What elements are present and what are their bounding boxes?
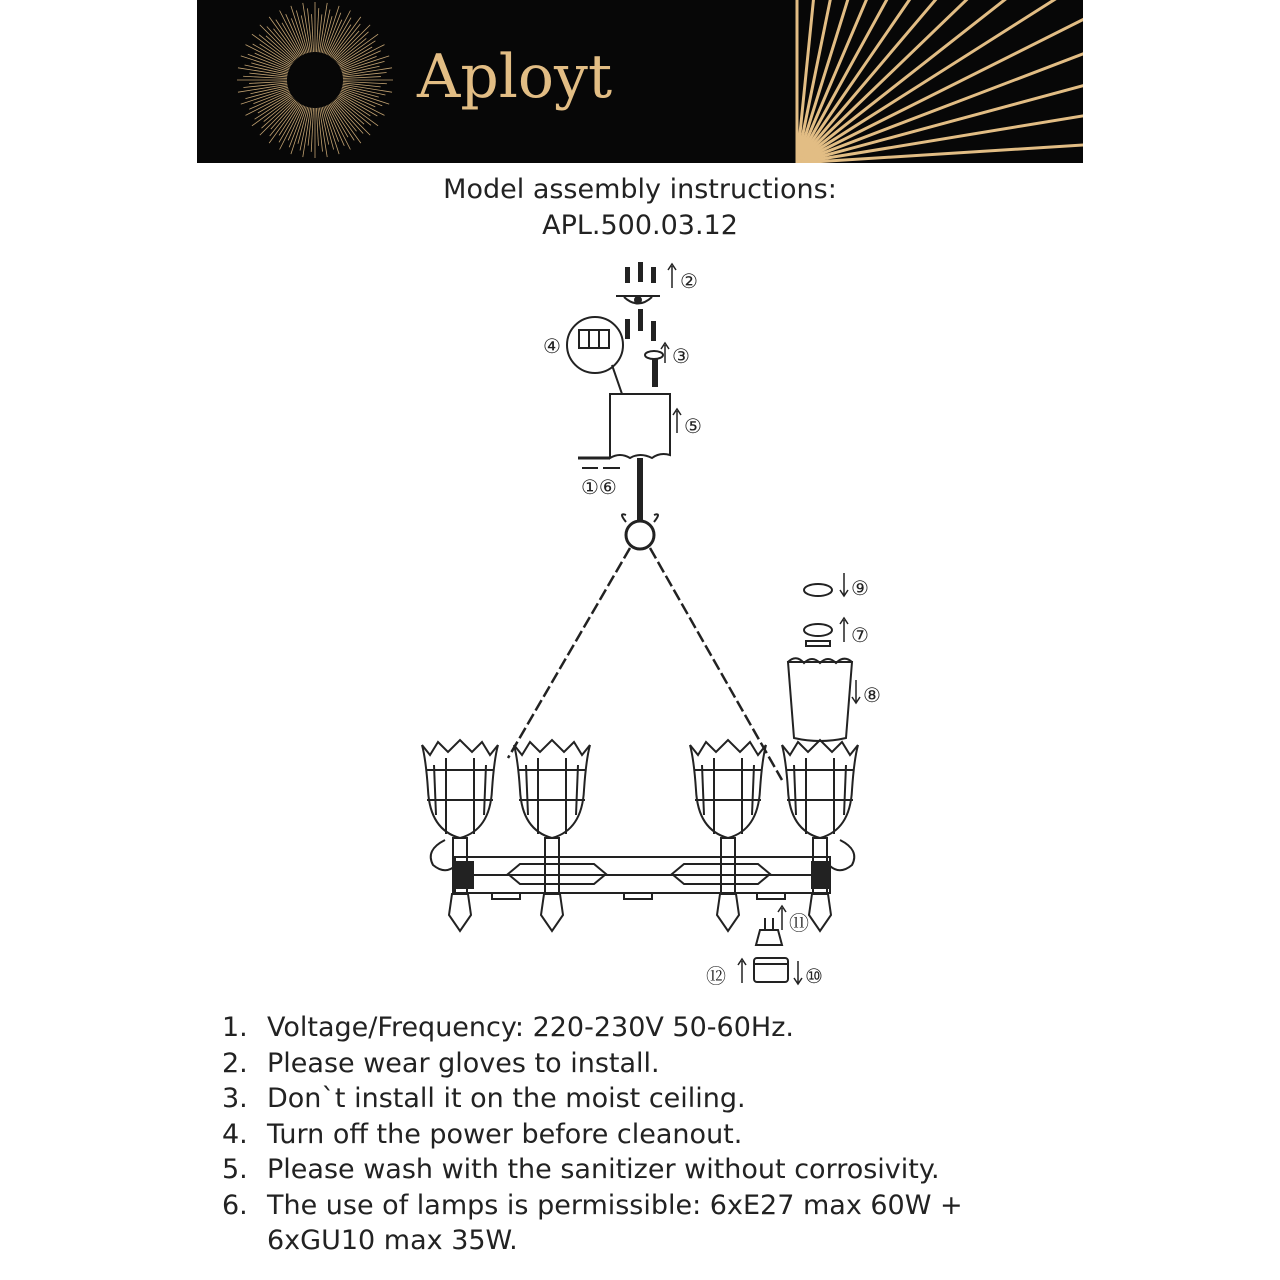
lamp-holders <box>422 740 858 931</box>
step-label: ③ <box>672 344 690 368</box>
step-label: ⑦ <box>851 623 869 647</box>
step-label: ④ <box>543 334 561 358</box>
chain <box>508 548 782 780</box>
gu10-bulb-icon <box>756 930 782 945</box>
step-label: ⑧ <box>863 683 881 707</box>
note-item <box>222 1152 1027 1188</box>
note-text: Please wash with the sanitizer without corrosivity. <box>267 1154 940 1185</box>
gu10-ring-icon <box>754 958 788 982</box>
assembly-diagram <box>380 255 900 995</box>
note-text: Don`t install it on the moist ceiling. <box>267 1083 746 1114</box>
step-label: ⑩ <box>805 964 823 988</box>
hook-ring <box>622 514 658 549</box>
model-number: APL.500.03.12 <box>542 210 738 241</box>
note-text: The use of lamps is permissible: 6xE27 max 60W + 6xGU10 max 35W. <box>267 1189 963 1256</box>
ring-icon <box>804 624 832 636</box>
terminal-block-icon <box>567 317 623 394</box>
note-item <box>222 1010 1027 1046</box>
step-label: ⑪ <box>789 911 809 935</box>
canopy <box>610 394 670 458</box>
safety-notes-list <box>222 1010 1027 1259</box>
note-item <box>222 1117 1027 1153</box>
note-item <box>222 1081 1027 1117</box>
note-text: Voltage/Frequency: 220-230V 50-60Hz. <box>267 1012 794 1043</box>
note-text: Turn off the power before cleanout. <box>267 1118 743 1150</box>
note-number: 5. <box>222 1154 248 1185</box>
sunburst-icon <box>197 0 1083 163</box>
step-label: ② <box>680 269 698 293</box>
torch-cup <box>514 740 590 931</box>
note-number: 4. <box>222 1118 248 1150</box>
note-item <box>222 1046 1027 1082</box>
note-number: 2. <box>222 1047 248 1079</box>
socket-icon <box>806 641 830 646</box>
chandelier-frame <box>431 840 855 899</box>
note-number: 3. <box>222 1083 248 1114</box>
ceiling-bracket <box>616 296 660 304</box>
brand-logo-text: Aployt <box>417 42 613 112</box>
note-text: Please wear gloves to install. <box>267 1047 660 1079</box>
torch-cup <box>422 740 498 931</box>
step-label: ⑫ <box>706 964 726 988</box>
washer-icon <box>645 351 663 359</box>
set-screw-icon <box>578 458 620 468</box>
brand-banner <box>197 0 1083 163</box>
torch-cup <box>782 740 858 931</box>
screw-icon <box>626 263 657 386</box>
step-label: ⑨ <box>851 576 869 600</box>
torch-cup <box>690 740 766 931</box>
step-label: ①⑥ <box>581 475 617 499</box>
note-item <box>222 1188 1027 1259</box>
glass-shade <box>788 662 852 741</box>
ring-icon <box>804 584 832 596</box>
note-number: 1. <box>222 1012 248 1043</box>
note-number: 6. <box>222 1189 248 1221</box>
title-line-1: Model assembly instructions: <box>443 174 837 205</box>
step-label: ⑤ <box>684 414 702 438</box>
page-title <box>0 172 1280 244</box>
